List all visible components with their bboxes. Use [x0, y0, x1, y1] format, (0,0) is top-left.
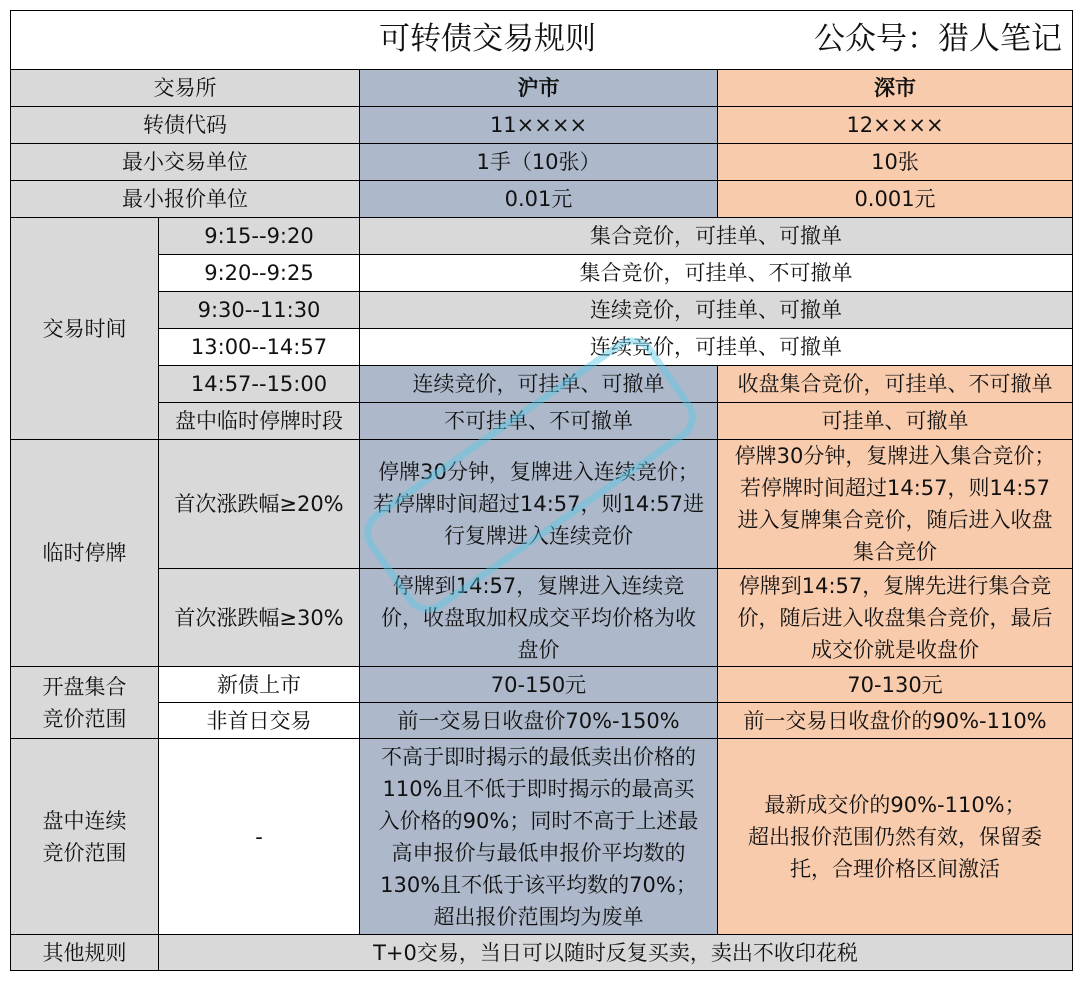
time-slot-rule-sh: 连续竞价，可挂单、可撤单	[360, 366, 718, 403]
rules-table	[10, 10, 1073, 971]
open-auction-cond: 非首日交易	[159, 703, 360, 739]
time-slot: 9:15--9:20	[159, 218, 360, 255]
time-slot-rule: 集合竞价，可挂单、不可撤单	[360, 255, 1073, 292]
open-auction-cond: 新债上市	[159, 667, 360, 703]
halt-rule-sz: 停牌30分钟，复牌进入集合竞价； 若停牌时间超过14:57，则14:57 进入复牌集合竞价，随后进入收盘 集合竞价	[718, 440, 1073, 569]
time-slot-rule-sz: 可挂单、可撤单	[718, 403, 1073, 440]
continuous-cond: -	[159, 739, 360, 935]
min-unit-label: 最小交易单位	[11, 144, 360, 181]
open-auction-sh: 70-150元	[360, 667, 718, 703]
open-auction-label: 开盘集合 竞价范围	[11, 667, 159, 739]
time-slot-rule: 连续竞价，可挂单、可撤单	[360, 329, 1073, 366]
trading-time-label: 交易时间	[11, 218, 159, 440]
page-title: 可转债交易规则	[379, 21, 596, 57]
halt-cond: 首次涨跌幅≥30%	[159, 569, 360, 667]
time-slot-rule: 集合竞价，可挂单、可撤单	[360, 218, 1073, 255]
title-row	[11, 11, 1073, 70]
time-slot-rule: 连续竞价，可挂单、可撤单	[360, 292, 1073, 329]
code-sh: 11××××	[360, 107, 718, 144]
other-text: T+0交易，当日可以随时反复买卖，卖出不收印花税	[159, 935, 1073, 971]
time-slot-rule-sz: 收盘集合竞价，可挂单、不可撤单	[718, 366, 1073, 403]
min-price-label: 最小报价单位	[11, 181, 360, 218]
halt-cond: 首次涨跌幅≥20%	[159, 440, 360, 569]
min-unit-sz: 10张	[718, 144, 1073, 181]
other-label: 其他规则	[11, 935, 159, 971]
halt-label: 临时停牌	[11, 440, 159, 667]
time-slot: 9:20--9:25	[159, 255, 360, 292]
time-slot-rule-sh: 不可挂单、不可撤单	[360, 403, 718, 440]
open-auction-sz: 前一交易日收盘价的90%-110%	[718, 703, 1073, 739]
open-auction-sz: 70-130元	[718, 667, 1073, 703]
min-price-sz: 0.001元	[718, 181, 1073, 218]
continuous-sh: 不高于即时揭示的最低卖出价格的 110%且不低于即时揭示的最高买 入价格的90%；同时不高于上述最 高申报价与最低申报价平均数的 130%且不低于该平均数的70%； 超出报价范围均为废单	[360, 739, 718, 935]
code-sz: 12××××	[718, 107, 1073, 144]
time-slot: 9:30--11:30	[159, 292, 360, 329]
code-label: 转债代码	[11, 107, 360, 144]
min-price-sh: 0.01元	[360, 181, 718, 218]
source-label: 公众号：猎人笔记	[814, 21, 1062, 57]
header-sz: 深市	[718, 70, 1073, 107]
header-exchange-label: 交易所	[11, 70, 360, 107]
continuous-label: 盘中连续 竞价范围	[11, 739, 159, 935]
header-sh: 沪市	[360, 70, 718, 107]
open-auction-sh: 前一交易日收盘价70%-150%	[360, 703, 718, 739]
halt-rule-sh: 停牌到14:57，复牌进入连续竞 价，收盘取加权成交平均价格为收 盘价	[360, 569, 718, 667]
min-unit-sh: 1手（10张）	[360, 144, 718, 181]
halt-rule-sz: 停牌到14:57，复牌先进行集合竞 价，随后进入收盘集合竞价，最后 成交价就是收盘价	[718, 569, 1073, 667]
time-slot: 14:57--15:00	[159, 366, 360, 403]
time-slot: 13:00--14:57	[159, 329, 360, 366]
halt-rule-sh: 停牌30分钟，复牌进入连续竞价； 若停牌时间超过14:57，则14:57进 行复牌进入连续竞价	[360, 440, 718, 569]
continuous-sz: 最新成交价的90%-110%； 超出报价范围仍然有效，保留委 托，合理价格区间激活	[718, 739, 1073, 935]
time-slot: 盘中临时停牌时段	[159, 403, 360, 440]
